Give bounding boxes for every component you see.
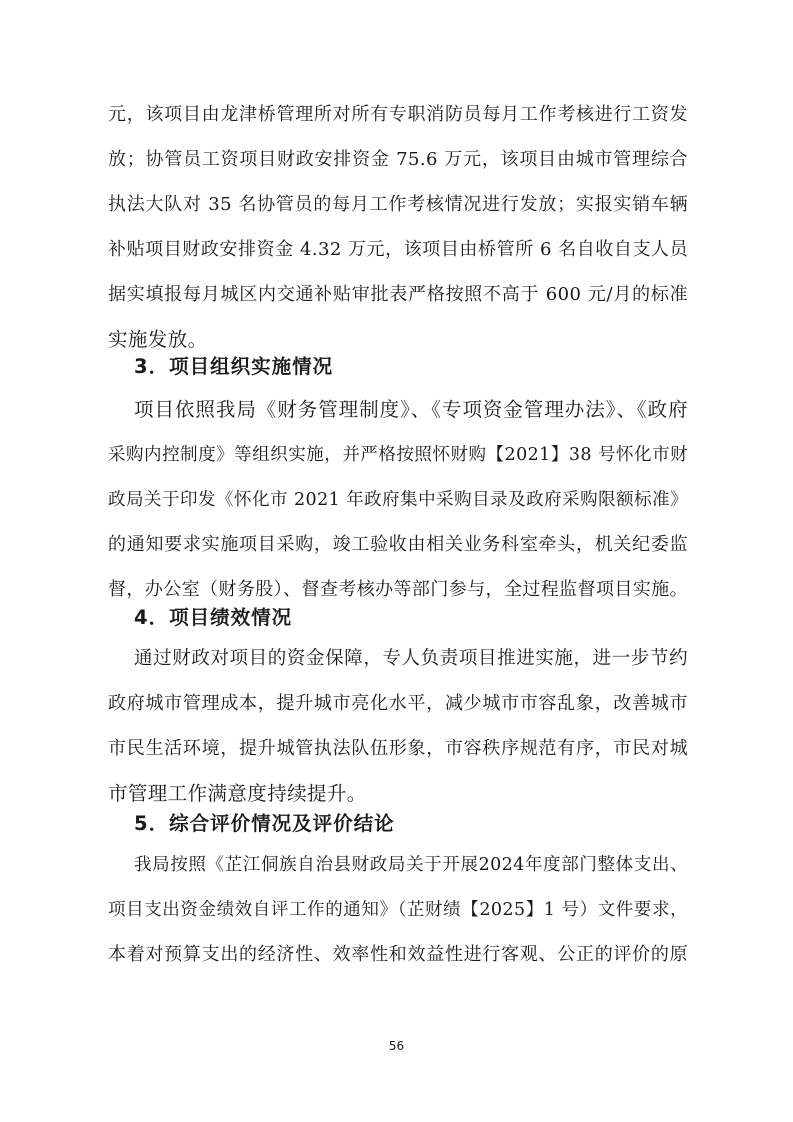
paragraph-line: 市管理工作满意度持续提升。 bbox=[108, 782, 367, 805]
paragraph-line: 元，该项目由龙津桥管理所对所有专职消防员每月工作考核进行工资发 bbox=[108, 104, 688, 125]
paragraph-line: 实施发放。 bbox=[108, 328, 208, 351]
page-number: 56 bbox=[388, 1039, 405, 1053]
section-heading-5: 5．综合评价情况及评价结论 bbox=[134, 812, 395, 835]
section-heading-4: 4．项目绩效情况 bbox=[134, 606, 293, 629]
paragraph-line: 采购内控制度》等组织实施，并严格按照怀财购【2021】38 号怀化市财 bbox=[108, 445, 688, 465]
paragraph-line: 市民生活环境，提升城管执法队伍形象，市容秩序规范有序，市民对城 bbox=[108, 738, 688, 759]
paragraph-line: 政府城市管理成本，提升城市亮化水平，减少城市市容乱象，改善城市 bbox=[108, 693, 688, 714]
section-heading-3: 3．项目组织实施情况 bbox=[134, 355, 334, 378]
paragraph-line: 执法大队对 35 名协管员的每月工作考核情况进行发放；实报实销车辆 bbox=[108, 194, 688, 215]
paragraph-line: 我局按照《芷江侗族自治县财政局关于开展2024年度部门整体支出、 bbox=[134, 855, 688, 875]
paragraph-line: 政局关于印发《怀化市 2021 年政府集中采购目录及政府采购限额标准》 bbox=[108, 490, 688, 510]
paragraph-line: 督，办公室（财务股）、督查考核办等部门参与，全过程监督项目实施。 bbox=[108, 579, 688, 600]
paragraph-line: 的通知要求实施项目采购，竣工验收由相关业务科室牵头，机关纪委监 bbox=[108, 534, 688, 555]
paragraph-line: 据实填报每月城区内交通补贴审批表严格按照不高于 600 元/月的标准 bbox=[108, 284, 688, 305]
paragraph-line: 放；协管员工资项目财政安排资金 75.6 万元，该项目由城市管理综合 bbox=[108, 149, 688, 170]
paragraph-line: 通过财政对项目的资金保障，专人负责项目推进实施，进一步节约 bbox=[134, 648, 688, 669]
paragraph-line: 本着对预算支出的经济性、效率性和效益性进行客观、公正的评价的原 bbox=[108, 944, 688, 965]
paragraph-line: 补贴项目财政安排资金 4.32 万元，该项目由桥管所 6 名自收自支人员 bbox=[108, 239, 688, 260]
paragraph-line: 项目支出资金绩效自评工作的通知》（芷财绩【2025】1 号）文件要求， bbox=[108, 900, 688, 920]
paragraph-line: 项目依照我局《财务管理制度》、《专项资金管理办法》、《政府 bbox=[134, 398, 688, 421]
